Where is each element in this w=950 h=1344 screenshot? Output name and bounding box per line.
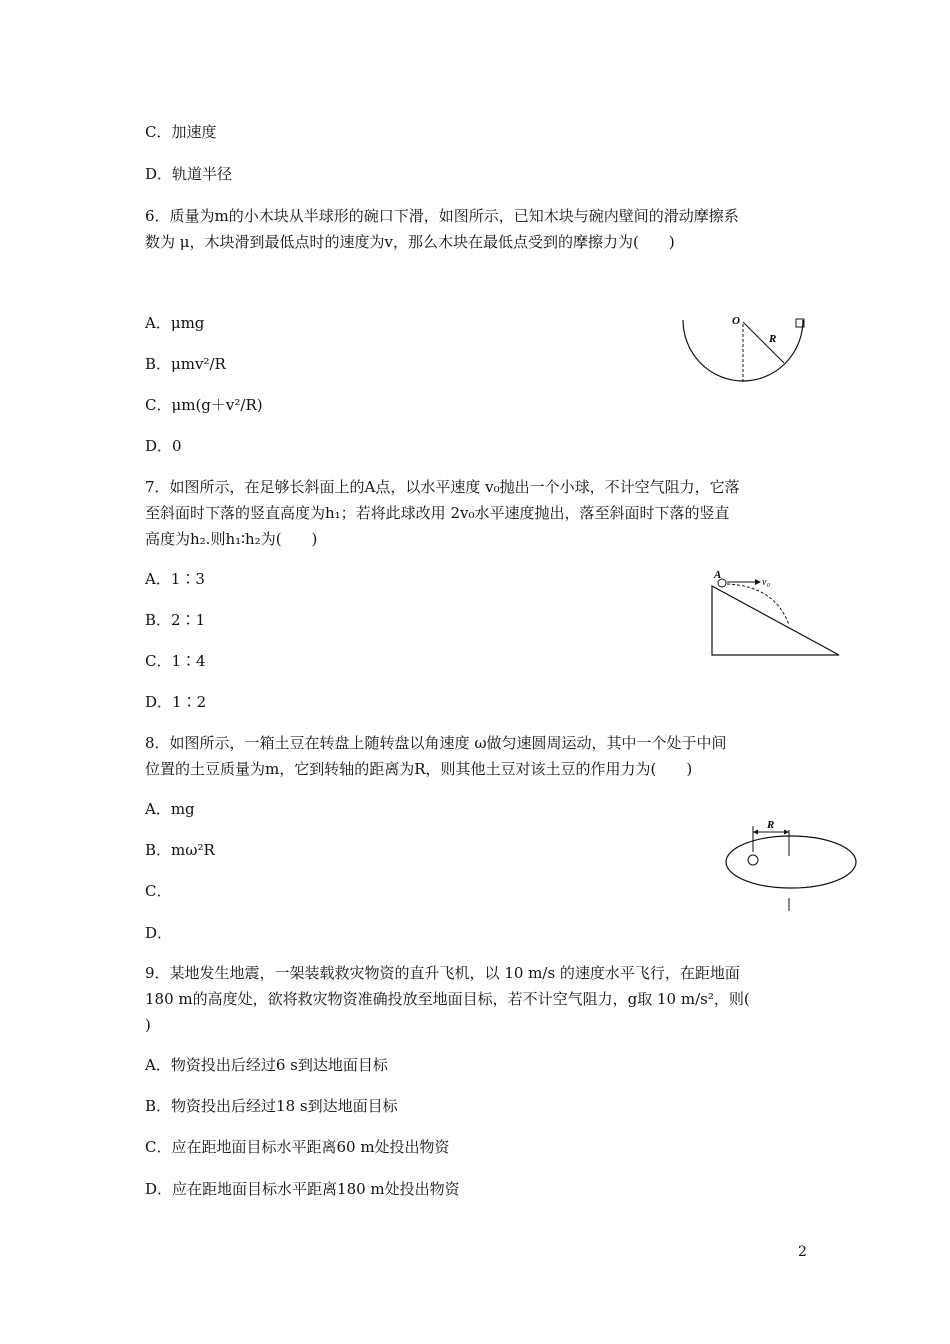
q7-option-b: B．2∶1: [145, 611, 206, 629]
q9-option-b: B．物资投出后经过18 s到达地面目标: [145, 1097, 398, 1115]
q6-stem-line1: 6．质量为m的小木块从半球形的碗口下滑，如图所示，已知木块与碗内壁间的滑动摩擦系: [145, 207, 739, 225]
incline-label-a: A: [714, 569, 722, 581]
q6-stem-line2: 数为 μ，木块滑到最低点时的速度为v，那么木块在最低点受到的摩擦力为( ): [145, 233, 675, 251]
q9-stem-line2: 180 m的高度处，欲将救灾物资准确投放至地面目标，若不计空气阻力，g取 10 m/s²，则(: [145, 990, 750, 1008]
q7-stem-line2: 至斜面时下落的竖直高度为h₁；若将此球改用 2v₀水平速度抛出，落至斜面时下落的竖直: [145, 504, 730, 522]
incline-label-v0: v₀: [762, 577, 770, 588]
q9-option-c: C．应在距地面目标水平距离60 m处投出物资: [145, 1138, 450, 1156]
q6-option-d: D．0: [145, 437, 182, 455]
trajectory-dashed: [727, 584, 789, 625]
q6-option-c: C．μm(g＋v²/R): [145, 396, 263, 414]
q9-option-d: D．应在距地面目标水平距离180 m处投出物资: [145, 1180, 460, 1198]
q8-option-b: B．mω²R: [145, 841, 215, 859]
q8-stem-line1: 8．如图所示，一箱土豆在转盘上随转盘以角速度 ω做匀速圆周运动，其中一个处于中间: [145, 734, 727, 752]
q7-stem-line1: 7．如图所示，在足够长斜面上的A点，以水平速度 v₀抛出一个小球，不计空气阻力，它落: [145, 478, 740, 496]
turntable-figure: [722, 818, 862, 913]
bowl-label-r: R: [769, 333, 777, 345]
turntable-ellipse: [726, 836, 856, 888]
potato: [748, 855, 758, 865]
velocity-arrowhead: [755, 579, 761, 585]
q9-option-a: A．物资投出后经过6 s到达地面目标: [145, 1056, 388, 1074]
incline-figure: [705, 566, 845, 658]
q5-option-d: D．轨道半径: [145, 165, 233, 183]
bowl-label-o: O: [732, 315, 740, 327]
q5-option-c: C．加速度: [145, 123, 217, 141]
page-number: 2: [798, 1244, 807, 1260]
turntable-label-r: R: [767, 819, 775, 831]
q9-stem-line3: ): [145, 1016, 151, 1034]
q8-option-a: A．mg: [145, 800, 195, 818]
bowl-figure: [675, 310, 815, 385]
q7-option-d: D．1∶2: [145, 693, 207, 711]
q7-option-a: A．1∶3: [145, 570, 205, 588]
q8-option-d: D．: [145, 924, 173, 942]
radius-arrow-right: [784, 830, 789, 835]
radius-arrow-left: [753, 830, 758, 835]
q6-option-a: A．μmg: [145, 314, 205, 332]
q9-stem-line1: 9．某地发生地震，一架装载救灾物资的直升飞机，以 10 m/s 的速度水平飞行，在距地面: [145, 964, 740, 982]
q6-option-b: B．μmv²/R: [145, 355, 226, 373]
q8-option-c: C．: [145, 882, 172, 900]
q8-stem-line2: 位置的土豆质量为m，它到转轴的距离为R，则其他土豆对该土豆的作用力为( ): [145, 760, 693, 778]
bowl-radius-line: [743, 322, 784, 363]
incline-triangle: [712, 586, 839, 655]
q7-option-c: C．1∶4: [145, 652, 206, 670]
q7-stem-line3: 高度为h₂.则h₁∶h₂为( ): [145, 530, 318, 548]
